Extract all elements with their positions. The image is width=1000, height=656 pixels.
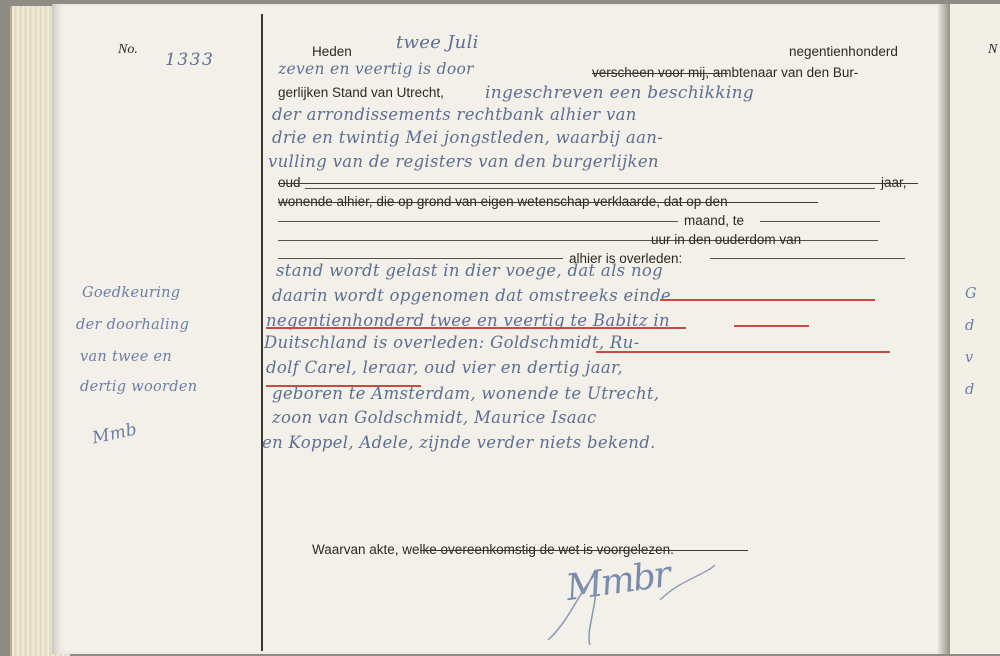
handwritten-line: zoon van Goldschmidt, Maurice Isaac — [272, 408, 597, 427]
printed-maand: maand, te — [684, 213, 745, 228]
next-page-number-label: N — [988, 42, 998, 57]
handwritten-line: drie en twintig Mei jongstleden, waarbij aan- — [272, 128, 664, 147]
red-underline — [266, 327, 686, 329]
next-page-note: d — [965, 382, 975, 398]
handwritten-line: negentienhonderd twee en veertig te Babitz in — [266, 311, 670, 330]
strikethrough — [420, 550, 748, 551]
printed-wonende: wonende alhier, die op grond van eigen wetenschap verklaarde, dat op den — [278, 194, 728, 209]
next-page — [950, 4, 1000, 654]
handwritten-line: daarin wordt opgenomen dat omstreeks einde — [272, 286, 671, 305]
form-line — [278, 258, 563, 259]
printed-negentienhonderd: negentienhonderd — [789, 44, 898, 59]
handwritten-line: dolf Carel, leraar, oud vier en dertig jaar, — [266, 358, 623, 377]
red-underline — [660, 299, 875, 301]
handwritten-line: geboren te Amsterdam, wonende te Utrecht, — [272, 384, 660, 403]
form-line — [760, 221, 880, 222]
strikethrough — [278, 183, 918, 184]
form-line — [710, 258, 905, 259]
register-number: 1333 — [165, 50, 215, 70]
strikethrough — [278, 202, 818, 203]
margin-note-line: van twee en — [80, 349, 173, 365]
printed-uur: uur in den ouderdom van — [651, 232, 802, 247]
printed-overleden: alhier is overleden: — [569, 251, 683, 266]
margin-rule — [261, 14, 263, 651]
handwritten-line: der arrondissements rechtbank alhier van — [272, 105, 637, 124]
next-page-note: d — [965, 318, 975, 334]
strikethrough — [592, 73, 728, 74]
red-underline — [596, 351, 890, 353]
printed-verscheen: verscheen voor mij, ambtenaar van den Bur- — [592, 65, 859, 80]
handwritten-line: ingeschreven een beschikking — [485, 83, 755, 103]
form-line — [278, 221, 678, 222]
handwritten-line: vulling van de registers van den burgerlijken — [268, 152, 659, 171]
handwritten-line: zeven en veertig is door — [278, 60, 474, 78]
red-underline — [734, 325, 809, 327]
signature-stroke — [540, 554, 720, 650]
printed-gerlijken: gerlijken Stand van Utrecht, — [278, 85, 444, 100]
margin-note-line: der doorhaling — [76, 317, 190, 333]
margin-note-line: Goedkeuring — [82, 285, 181, 301]
handwritten-line: stand wordt gelast in dier voege, dat als nog — [276, 261, 663, 280]
handwritten-date: twee Juli — [396, 32, 479, 53]
register-number-label: No. — [118, 42, 138, 57]
next-page-note: v — [965, 350, 974, 366]
official-signature: Mmbr — [563, 554, 672, 609]
margin-note-line: dertig woorden — [80, 379, 198, 395]
printed-jaar: jaar, — [881, 175, 907, 190]
form-line — [305, 188, 875, 189]
margin-initials: Mmb — [90, 419, 139, 449]
printed-heden: Heden — [312, 44, 352, 59]
next-page-note: G — [965, 286, 977, 302]
handwritten-line: en Koppel, Adele, zijnde verder niets bekend. — [262, 433, 656, 452]
printed-oud: oud — [278, 175, 301, 190]
printed-waarvan: Waarvan akte, welke overeenkomstig de wet is voorgelezen. — [312, 542, 674, 557]
handwritten-line: Duitschland is overleden: Goldschmidt, Ru- — [264, 333, 640, 352]
